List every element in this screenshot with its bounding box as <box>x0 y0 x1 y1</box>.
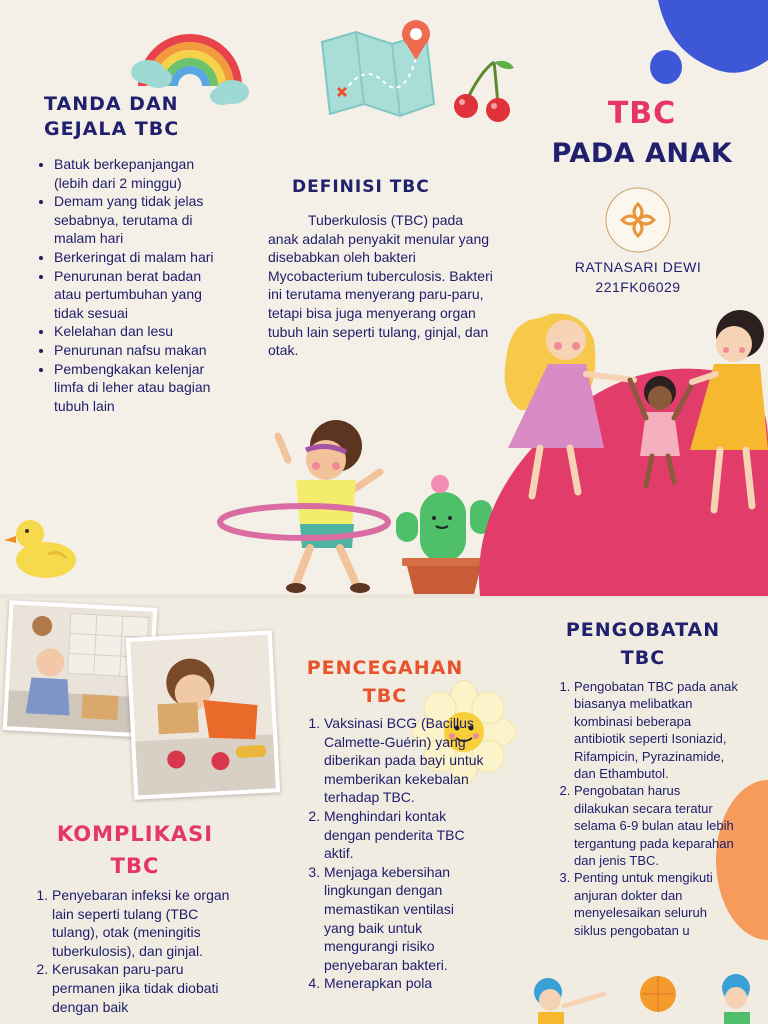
definisi-text: Tuberkulosis (TBC) pada anak adalah penyakit menular yang disebabkan oleh bakteri Mycobacterium tuberculosis. Bakteri ini terutama menyerang paru-paru, tetapi bisa juga menyerang organ tubuh lain seperti tulang, ginjal, dan otak. <box>268 212 493 359</box>
pencegahan-heading <box>292 654 478 710</box>
brochure-title-line2: PADA ANAK <box>551 138 733 169</box>
pencegahan-list-item: 2. Menghindari kontak dengan penderita TBC aktif. <box>324 807 486 863</box>
photo-child-play <box>126 630 280 799</box>
pengobatan-heading-line2: TBC <box>620 647 666 669</box>
komplikasi-heading <box>0 818 270 882</box>
tanda-list-item: • Penurunan berat badan atau pertumbuhan yang tidak sesuai <box>54 267 216 323</box>
author-name: RATNASARI DEWI <box>574 259 702 275</box>
pengobatan-list-box <box>556 678 738 939</box>
pengobatan-list-item: 2. Pengobatan harus dilakukan secara teratur selama 6-9 bulan atau lebih tergantung pada keparahan dan jenis TBC. <box>574 782 738 869</box>
tanda-list <box>34 155 216 415</box>
pencegahan-list-item: 4. Menerapkan pola <box>324 974 486 993</box>
tanda-list-item: • Demam yang tidak jelas sebabnya, terutama di malam hari <box>54 192 216 248</box>
komplikasi-list-item: 1. Penyebaran infeksi ke organ lain seperti tulang (TBC tulang), otak (meningitis tuberkulosis), dan ginjal. <box>52 886 248 960</box>
pengobatan-list <box>556 678 738 939</box>
brochure-title-line1: TBC <box>607 96 677 131</box>
tanda-list-item: • Berkeringat di malam hari <box>54 248 216 267</box>
cherry-icon <box>450 56 520 126</box>
tanda-list-item: • Penurunan nafsu makan <box>54 341 216 360</box>
pengobatan-heading-line1: PENGOBATAN <box>565 619 721 641</box>
komplikasi-list-box <box>34 886 248 1016</box>
pencegahan-heading-line1: PENCEGAHAN <box>306 657 464 679</box>
komplikasi-list <box>34 886 248 1016</box>
dancing-kids-icon <box>470 300 768 596</box>
pengobatan-list-item: 3. Penting untuk mengikuti anjuran dokter dan menyelesaikan seluruh siklus pengobatan u <box>574 869 738 939</box>
tanda-list-item: • Pembengkakan kelenjar limfa di leher atau bagian tubuh lain <box>54 360 216 416</box>
pencegahan-list <box>306 714 486 993</box>
map-pin-icon <box>314 12 444 124</box>
bottom-kids-icon <box>524 972 768 1024</box>
pencegahan-heading-line2: TBC <box>362 685 408 707</box>
komplikasi-list-item: 2. Kerusakan paru-paru permanen jika tidak diobati dengan baik <box>52 960 248 1016</box>
tanda-heading-line1: TANDA DAN <box>44 93 179 115</box>
definisi-heading: DEFINISI TBC <box>292 177 430 197</box>
tanda-heading-line2: GEJALA TBC <box>44 118 180 140</box>
pencegahan-list-box <box>306 714 486 993</box>
university-logo <box>604 186 672 254</box>
blue-dot <box>650 50 682 84</box>
hula-hoop-kid-icon <box>216 408 394 596</box>
komplikasi-heading-line1: KOMPLIKASI <box>56 822 214 846</box>
pengobatan-list-item: 1. Pengobatan TBC pada anak biasanya melibatkan kombinasi beberapa antibiotik seperti Isoniazid, Rifampicin, Pyrazinamide, dan Ethambutol. <box>574 678 738 782</box>
pencegahan-list-item: 1. Vaksinasi BCG (Bacillus Calmette-Guérin) yang diberikan pada bayi untuk memberikan kekebalan terhadap TBC. <box>324 714 486 807</box>
pencegahan-list-item: 3. Menjaga kebersihan lingkungan dengan memastikan ventilasi yang baik untuk mengurangi risiko penyebaran bakteri. <box>324 863 486 975</box>
author-block <box>548 257 728 297</box>
tanda-list-item: • Batuk berkepanjangan (lebih dari 2 minggu) <box>54 155 216 192</box>
university-logo-icon <box>604 186 672 254</box>
tanda-heading <box>44 92 179 142</box>
duck-icon <box>0 510 80 582</box>
komplikasi-heading-line2: TBC <box>110 854 160 878</box>
pengobatan-heading <box>540 616 746 672</box>
tanda-list-box <box>34 155 216 415</box>
author-id: 221FK06029 <box>595 279 681 295</box>
tanda-list-item: • Kelelahan dan lesu <box>54 322 216 341</box>
